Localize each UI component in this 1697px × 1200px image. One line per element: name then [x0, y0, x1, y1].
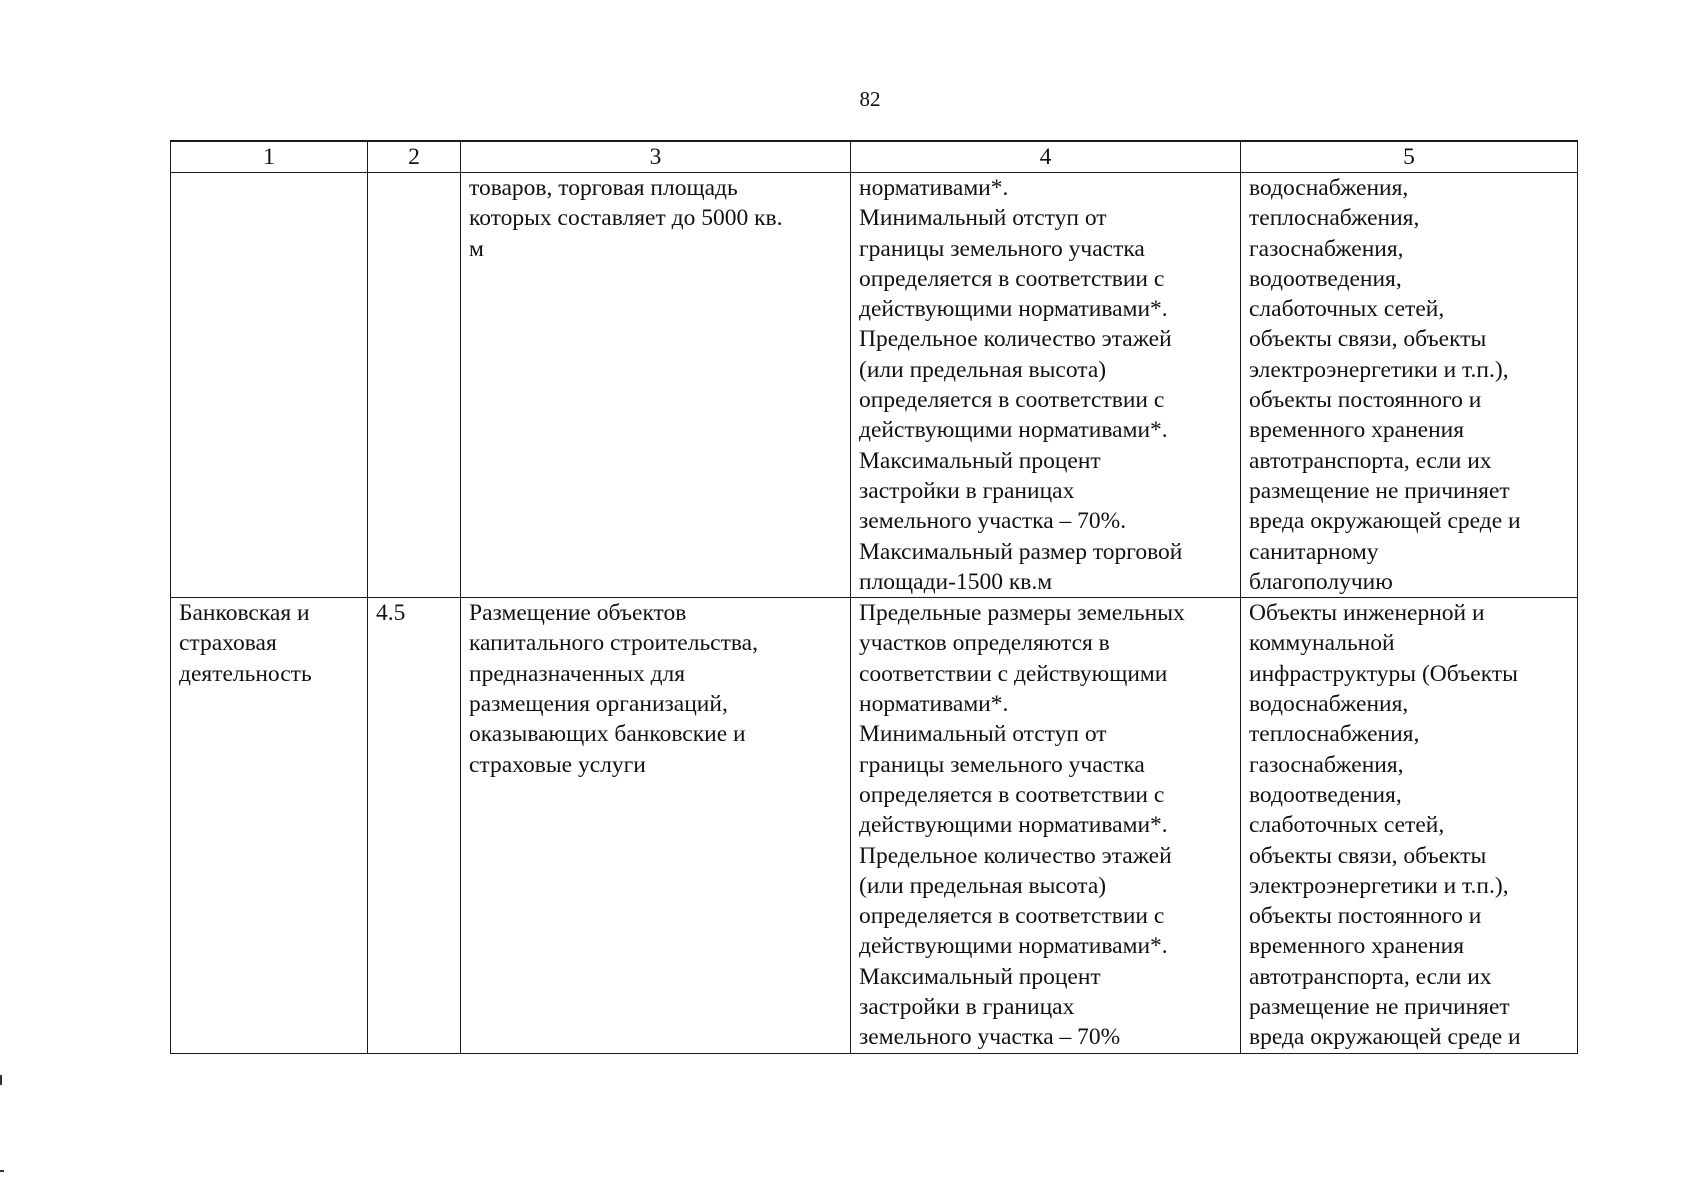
header-col-2: 2 [368, 141, 461, 173]
cell-text-line: м [469, 235, 484, 262]
cell-use-name [171, 173, 368, 598]
cell-text-line: Максимальный процент [859, 963, 1101, 990]
table-row [171, 598, 1578, 1053]
cell-text-line: застройки в границах [859, 994, 1075, 1021]
cell-text-line: водоснабжения, [1249, 691, 1409, 718]
cell-text-line: Объекты инженерной и [1249, 600, 1485, 627]
table-header-row [171, 141, 1578, 173]
cell-text-line: вреда окружающей среде и [1249, 1024, 1521, 1051]
cell-text-line: Предельные размеры земельных [859, 600, 1185, 627]
cell-text-line: слаботочных сетей, [1249, 812, 1445, 839]
cell-text-line: объекты постоянного и [1249, 387, 1482, 414]
cell-text-line: размещение не причиняет [1249, 994, 1510, 1021]
cell-text-line: Размещение объектов [469, 600, 687, 627]
cell-text-line: вреда окружающей среде и [1249, 508, 1521, 535]
cell-text-line: Минимальный отступ от [859, 205, 1107, 232]
cell-text-line: нормативами*. [859, 175, 1009, 201]
cell-use-description [461, 598, 851, 1053]
cell-text-line: Максимальный процент [859, 447, 1101, 474]
cell-text-line: электроэнергетики и т.п.), [1249, 872, 1509, 899]
cell-text-line: слаботочных сетей, [1249, 296, 1445, 323]
cell-text-line: земельного участка – 70%. [859, 508, 1127, 535]
cell-text-line: определяется в соответствии с [859, 781, 1165, 808]
cell-text-line: определяется в соответствии с [859, 387, 1165, 414]
cell-text-line: размещение не причиняет [1249, 477, 1510, 504]
header-col-1: 1 [171, 141, 368, 173]
cell-text-line: действующими нормативами*. [859, 933, 1168, 960]
cell-text-line: водоснабжения, [1249, 175, 1409, 201]
zoning-table [170, 140, 1578, 1054]
cell-text-line: санитарному [1249, 538, 1379, 565]
cell-use-name [171, 598, 368, 1053]
cell-text-line: объекты связи, объекты [1249, 326, 1487, 353]
cell-text-line: (или предельная высота) [859, 872, 1107, 899]
cell-text-line: водоотведения, [1249, 265, 1402, 292]
cell-text-line: страховая [179, 630, 277, 657]
scan-edge-mark [0, 1170, 4, 1172]
cell-text-line: определяется в соответствии с [859, 265, 1165, 292]
cell-use-description [461, 173, 851, 598]
cell-text-line: границы земельного участка [859, 751, 1145, 778]
cell-text-line: Предельное количество этажей [859, 842, 1172, 869]
cell-text-line: благополучию [1249, 568, 1393, 595]
header-col-5: 5 [1241, 141, 1578, 173]
cell-text-line: теплоснабжения, [1249, 205, 1420, 232]
cell-text-line: объекты связи, объекты [1249, 842, 1487, 869]
cell-auxiliary-uses [1241, 598, 1578, 1053]
cell-text-line: действующими нормативами*. [859, 296, 1168, 323]
scan-edge-mark [0, 1075, 2, 1085]
cell-text-line: которых составляет до 5000 кв. [469, 205, 783, 232]
cell-text-line: земельного участка – 70% [859, 1024, 1121, 1051]
cell-text-line: капитального строительства, [469, 630, 758, 657]
cell-text-line: Предельное количество этажей [859, 326, 1172, 353]
cell-text-line: границы земельного участка [859, 235, 1145, 262]
cell-text-line: предназначенных для [469, 660, 686, 687]
cell-parameters [851, 173, 1241, 598]
cell-text-line: нормативами*. [859, 691, 1009, 718]
table-row [171, 173, 1578, 598]
cell-text-line: временного хранения [1249, 417, 1465, 444]
cell-text-line: электроэнергетики и т.п.), [1249, 356, 1509, 383]
cell-text-line: деятельность [179, 660, 312, 687]
cell-text-line: товаров, торговая площадь [469, 175, 738, 201]
cell-use-code [368, 173, 461, 598]
cell-text-line: действующими нормативами*. [859, 417, 1168, 444]
cell-text-line: газоснабжения, [1249, 235, 1404, 262]
page-number: 82 [859, 87, 881, 111]
cell-text-line: (или предельная высота) [859, 356, 1107, 383]
cell-text-line: площади-1500 кв.м [859, 568, 1053, 595]
cell-text-line: застройки в границах [859, 477, 1075, 504]
cell-text-line: действующими нормативами*. [859, 812, 1168, 839]
cell-text-line: автотранспорта, если их [1249, 963, 1492, 990]
cell-use-code [368, 598, 461, 1053]
cell-text-line: временного хранения [1249, 933, 1465, 960]
cell-text-line: коммунальной [1249, 630, 1395, 657]
cell-text-line: автотранспорта, если их [1249, 447, 1492, 474]
cell-text-line: определяется в соответствии с [859, 903, 1165, 930]
cell-text-line: размещения организаций, [469, 691, 728, 718]
header-col-3: 3 [461, 141, 851, 173]
cell-text-line: водоотведения, [1249, 781, 1402, 808]
cell-text-line: теплоснабжения, [1249, 721, 1420, 748]
cell-text-line: Банковская и [179, 600, 310, 627]
cell-auxiliary-uses [1241, 173, 1578, 598]
cell-text-line: Минимальный отступ от [859, 721, 1107, 748]
cell-text-line: объекты постоянного и [1249, 903, 1482, 930]
cell-text-line: 4.5 [376, 600, 406, 627]
cell-text-line: участков определяются в [859, 630, 1110, 657]
header-col-4: 4 [851, 141, 1241, 173]
cell-text-line: Максимальный размер торговой [859, 538, 1183, 565]
cell-text-line: газоснабжения, [1249, 751, 1404, 778]
cell-parameters [851, 598, 1241, 1053]
cell-text-line: инфраструктуры (Объекты [1249, 660, 1518, 687]
cell-text-line: страховые услуги [469, 751, 646, 778]
cell-text-line: соответствии с действующими [859, 660, 1168, 687]
cell-text-line: оказывающих банковские и [469, 721, 746, 748]
